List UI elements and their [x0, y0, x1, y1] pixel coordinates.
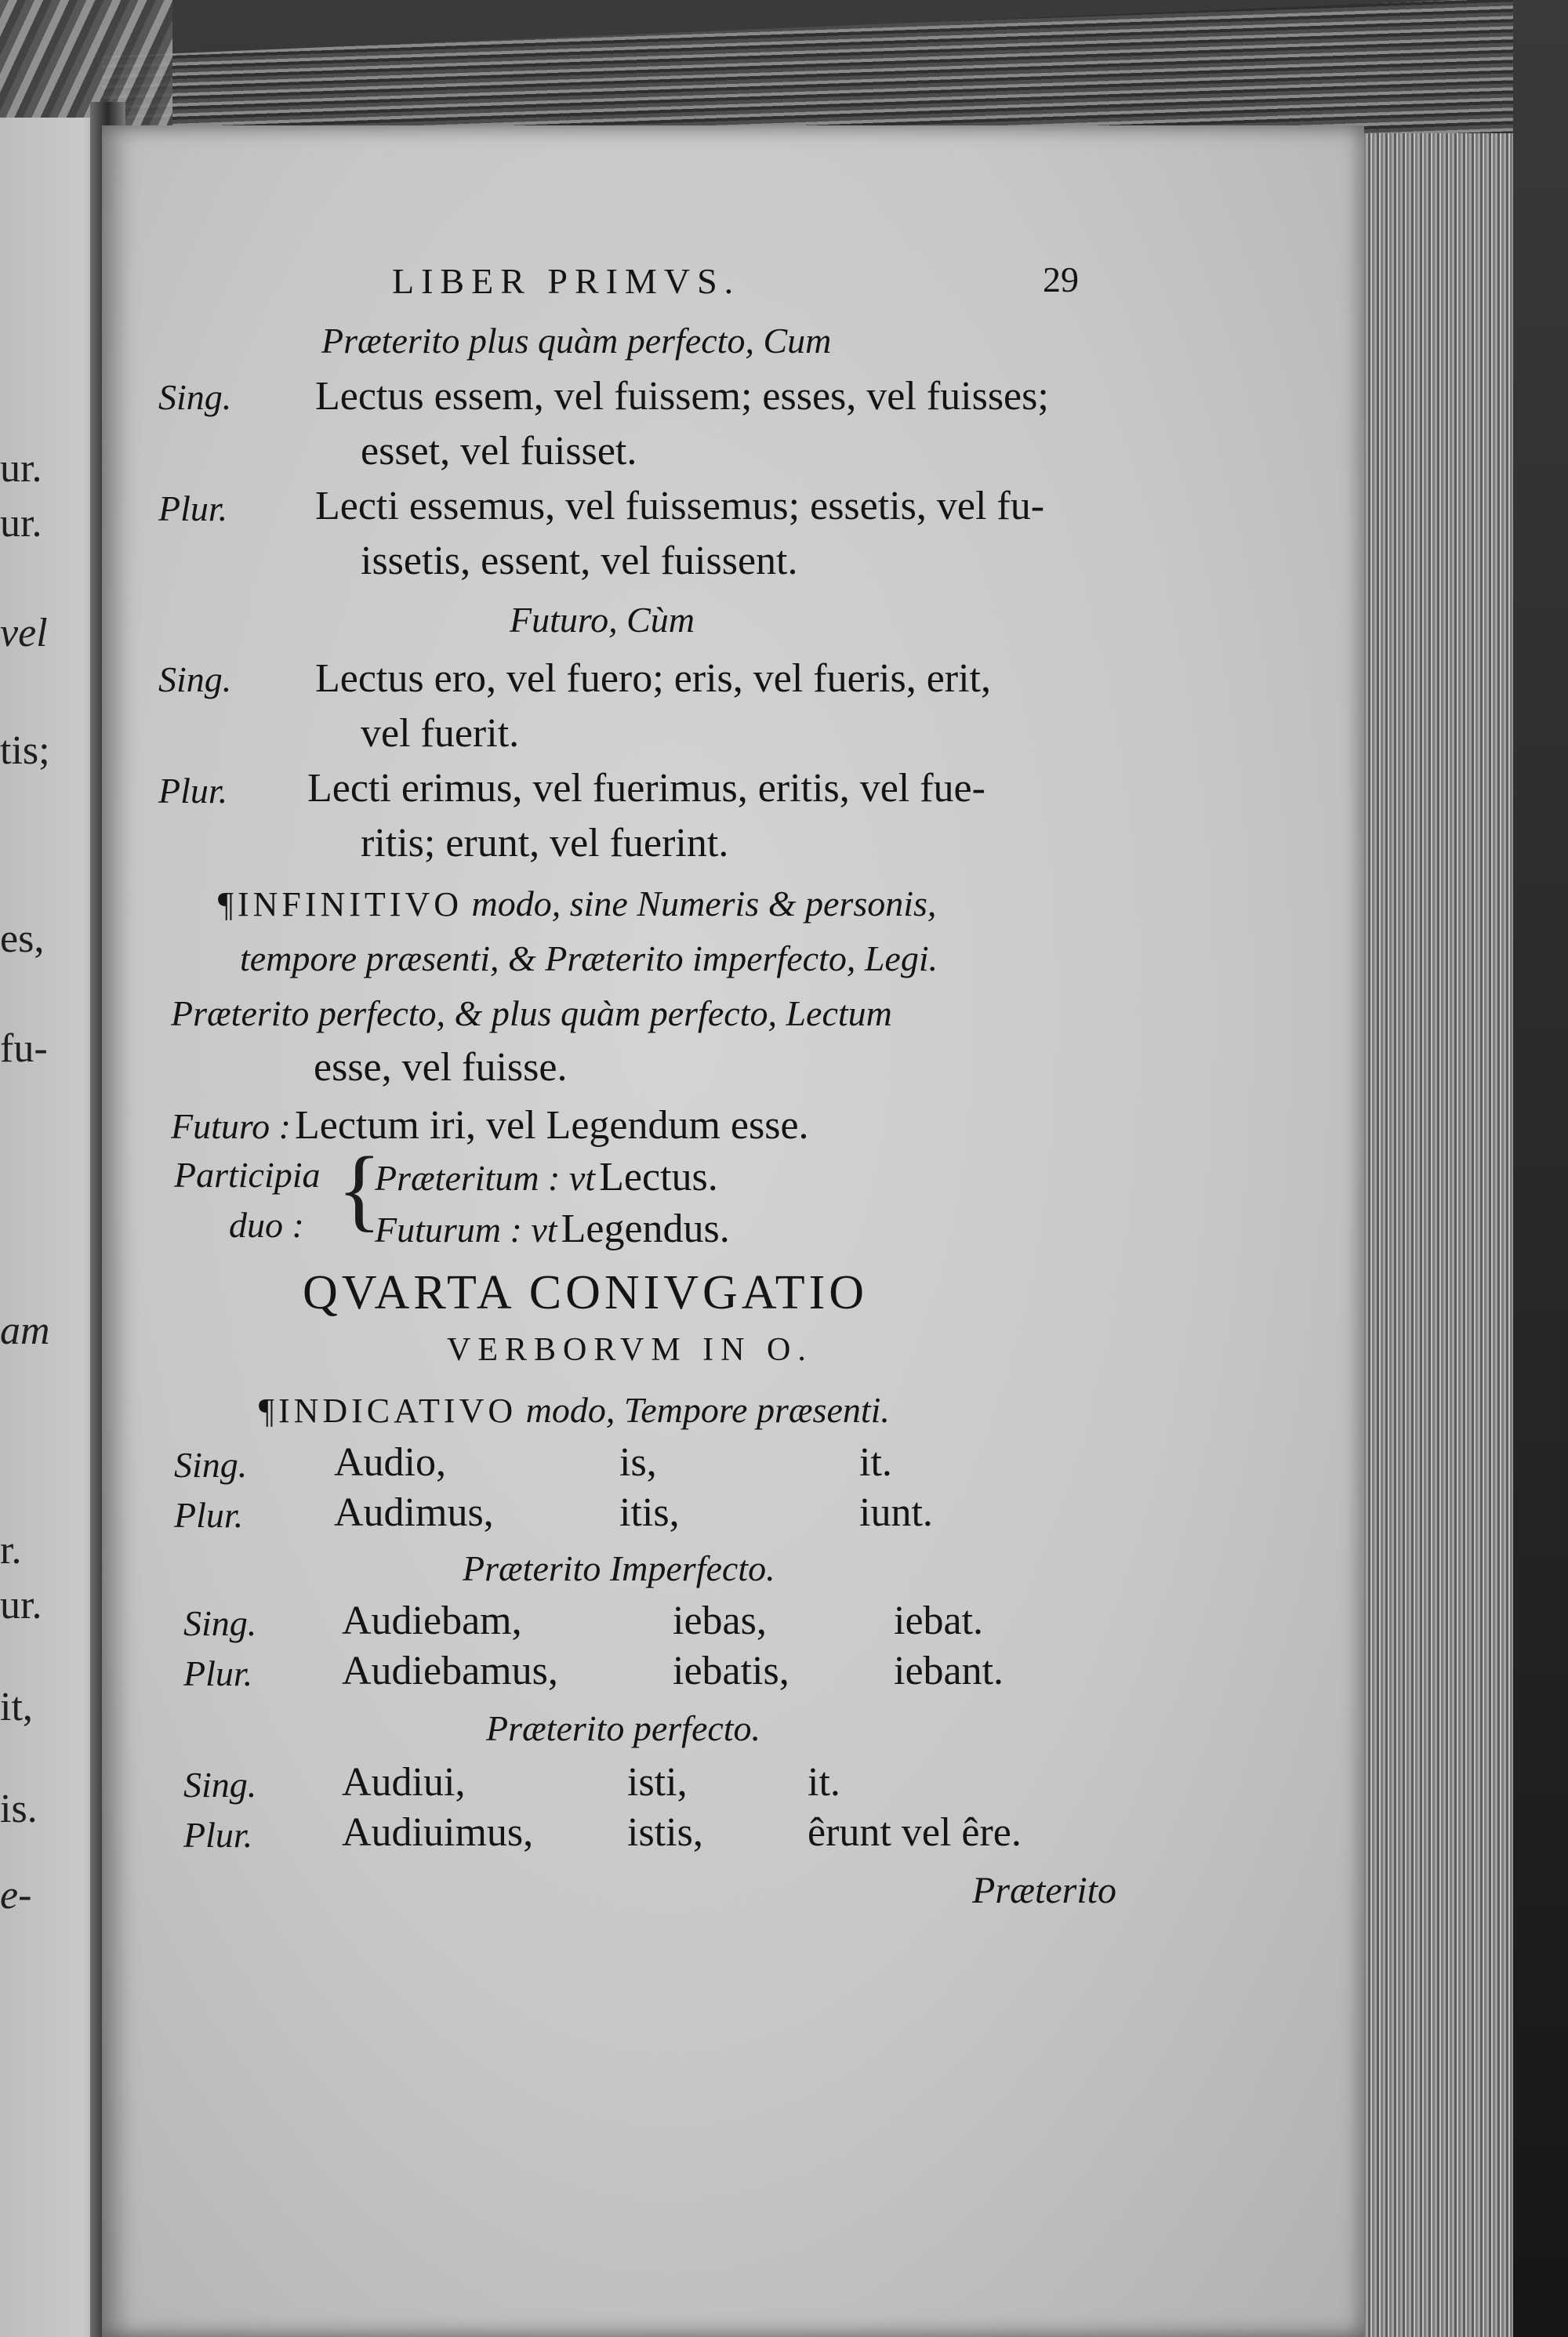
conjugation-line: Lectus essem, vel fuissem; esses, vel fuisses;: [315, 374, 1049, 419]
conjugation-line: Lecti essemus, vel fuissemus; essetis, vel fu-: [315, 484, 1045, 528]
number-label: Sing.: [158, 659, 232, 699]
left-page-fragment: vel: [0, 611, 48, 655]
left-page-fragment: am: [0, 1308, 50, 1353]
left-page-fragment: it,: [0, 1685, 33, 1729]
number-label: Plur.: [183, 1653, 253, 1693]
participle-line: [375, 1206, 730, 1252]
participle-word: Lectus.: [599, 1155, 718, 1199]
number-label: Plur.: [158, 771, 228, 811]
conjugation-form: Audiui,: [342, 1760, 466, 1805]
left-page-fragment: ur.: [0, 446, 42, 491]
number-label: Plur.: [158, 488, 228, 528]
brace-icon: {: [337, 1138, 382, 1240]
number-label: Plur.: [183, 1815, 253, 1855]
tense-heading: Præterito plus quàm perfecto, Cum: [321, 321, 832, 361]
left-page-fragment: e-: [0, 1873, 32, 1918]
conjugation-line: vel fuerit.: [361, 711, 520, 756]
conjugation-form: Audiebamus,: [342, 1649, 558, 1693]
conjugation-form: êrunt vel êre.: [808, 1810, 1022, 1855]
left-page-fragment: es,: [0, 916, 45, 961]
infinitivo-line: [218, 883, 936, 924]
conjugation-line: issetis, essent, vel fuissent.: [361, 539, 798, 583]
book-fore-edge: [1348, 133, 1513, 2337]
infinitivo-line: esse, vel fuisse.: [314, 1045, 568, 1090]
conjugation-form: it.: [808, 1760, 840, 1805]
conjugation-text: Lectum iri, vel Legendum esse.: [295, 1103, 809, 1148]
number-label: Sing.: [183, 1603, 257, 1643]
tense-label: Futuro :: [171, 1106, 291, 1146]
conjugation-line: Lectus ero, vel fuero; eris, vel fueris, erit,: [315, 656, 991, 701]
catchword: Præterito: [972, 1870, 1117, 1911]
conjugation-form: itis,: [619, 1490, 680, 1535]
participia-label: Participia: [174, 1155, 321, 1195]
left-page-fragment: r.: [0, 1528, 22, 1573]
book-binding-threads: [0, 0, 172, 133]
infinitivo-future-line: [171, 1102, 809, 1149]
participle-word: Legendus.: [561, 1207, 730, 1251]
infinitivo-line: Præterito perfecto, & plus quàm perfecto, Lectum: [171, 993, 892, 1033]
conjugation-form: iebas,: [673, 1599, 767, 1643]
tense-heading: Futuro, Cùm: [510, 600, 695, 640]
left-page-fragment: ur.: [0, 1583, 42, 1628]
infinitivo-line: tempore præsenti, & Præterito imperfecto, Legi.: [240, 938, 938, 978]
page-number: 29: [1043, 259, 1079, 299]
running-header: LIBER PRIMVS.: [392, 261, 741, 301]
conjugation-form: Audiuimus,: [342, 1810, 534, 1855]
conjugation-line: esset, vel fuisset.: [361, 429, 637, 474]
mood-name: ¶INFINITIVO: [218, 885, 463, 924]
conjugation-form: iebat.: [894, 1599, 984, 1643]
left-page-fragment: fu-: [0, 1026, 48, 1071]
conjugation-form: iebatis,: [673, 1649, 789, 1693]
conjugation-line: Lecti erimus, vel fuerimus, eritis, vel fue-: [307, 766, 985, 811]
conjugation-form: istis,: [627, 1810, 703, 1855]
participle-label: Præteritum : vt: [375, 1158, 596, 1198]
conjugation-form: is,: [619, 1440, 657, 1485]
conjugation-form: Audio,: [334, 1440, 446, 1485]
number-label: Sing.: [158, 377, 232, 417]
left-page-fragment: tis;: [0, 728, 50, 773]
number-label: Plur.: [174, 1495, 244, 1535]
conjugation-line: ritis; erunt, vel fuerint.: [361, 821, 729, 865]
indicativo-line: [259, 1389, 890, 1431]
left-page-fragment: ur.: [0, 501, 42, 546]
conjugation-form: iebant.: [894, 1649, 1004, 1693]
mood-name: ¶INDICATIVO: [259, 1392, 517, 1430]
participle-line: [375, 1154, 718, 1200]
conjugation-form: Audimus,: [334, 1490, 494, 1535]
right-page: [102, 125, 1364, 2337]
number-label: Sing.: [174, 1445, 248, 1485]
conjugation-form: it.: [859, 1440, 892, 1485]
mood-description: modo, Tempore præsenti.: [517, 1390, 890, 1430]
participia-label: duo :: [229, 1205, 304, 1245]
tense-heading: Præterito Imperfecto.: [463, 1548, 775, 1588]
participle-label: Futurum : vt: [375, 1210, 557, 1250]
number-label: Sing.: [183, 1765, 257, 1805]
tense-heading: Præterito perfecto.: [486, 1708, 761, 1748]
section-title: QVARTA CONIVGATIO: [303, 1266, 869, 1319]
conjugation-form: isti,: [627, 1760, 688, 1805]
conjugation-form: Audiebam,: [342, 1599, 522, 1643]
mood-description: modo, sine Numeris & personis,: [463, 884, 937, 924]
conjugation-form: iunt.: [859, 1490, 933, 1535]
section-subtitle: VERBORVM IN O.: [447, 1332, 813, 1368]
left-page-fragment: is.: [0, 1787, 38, 1831]
